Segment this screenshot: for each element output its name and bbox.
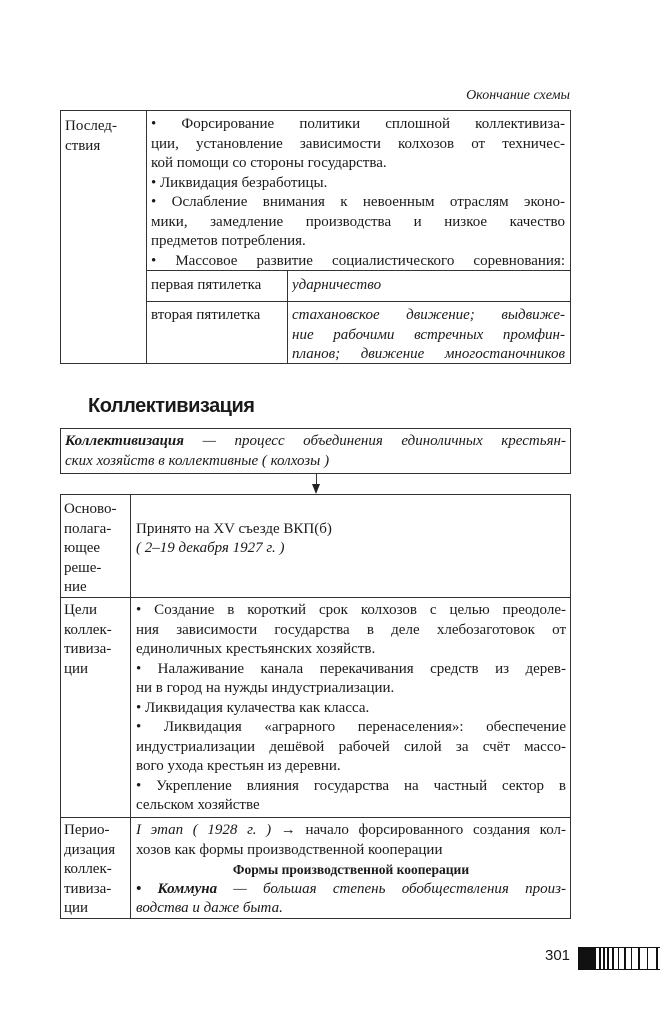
row-label-consequences (65, 117, 143, 156)
page-edge-bar (578, 947, 660, 970)
text-segment: ции, установление зависимости колхозов от техничес- (151, 135, 565, 152)
label-line: Перио- (64, 822, 110, 838)
text-line (136, 821, 566, 841)
definition-text (65, 432, 566, 471)
plan-name-text: вторая пятилетка (151, 307, 261, 323)
row-label (64, 821, 128, 919)
text-segment: • Ликвидация кулачества как класса. (136, 699, 370, 716)
text-line (136, 679, 566, 699)
text-line (292, 326, 565, 346)
text-line (151, 135, 565, 155)
text-segment: ( 2–19 декабря 1927 г. ) (136, 540, 285, 556)
text-segment: стахановское движение; выдвиже- (292, 307, 565, 323)
text-line (136, 796, 566, 816)
text-segment: индустриализации дешёвой рабочей силой за счёт массо- (136, 738, 566, 755)
bar-stripe (578, 948, 596, 969)
text-line (136, 621, 566, 641)
text-segment: ния зависимости государства в деле хлебозаготовок от (136, 621, 566, 638)
label-line: коллек- (64, 861, 112, 877)
text-line (136, 718, 566, 738)
label-line: ствия (65, 137, 101, 154)
text-segment: • Форсирование политики сплошной коллективиза- (151, 116, 565, 132)
text-line (136, 880, 566, 900)
bar-stripe (648, 948, 656, 969)
text-line (136, 841, 566, 861)
text-line (136, 660, 566, 680)
text-segment: — процесс объединения единоличных крестьян- (184, 433, 566, 449)
label-line: тивиза- (64, 641, 112, 657)
plan-name (151, 276, 283, 296)
text-line (151, 232, 565, 252)
plan-name-text: первая пятилетка (151, 277, 262, 293)
text-segment: • Укрепление влияния государства на частный сектор в (136, 777, 566, 794)
text-line (136, 860, 566, 880)
text-segment: мики, замедление производства и низкое качество (151, 213, 565, 230)
text-segment: • Массовое развитие социалистического соревнования: (151, 252, 565, 269)
text-line (151, 174, 565, 194)
text-segment: ударничество (292, 277, 382, 293)
text-line (151, 115, 565, 135)
text-line (292, 276, 565, 296)
text-line (136, 640, 566, 660)
divider (287, 270, 288, 364)
row-content (136, 821, 566, 919)
label-line: полага- (64, 520, 112, 537)
text-segment: предметов потребления. (151, 233, 306, 249)
text-segment: ских хозяйств в коллективные ( колхозы ) (65, 452, 330, 469)
divider (146, 110, 147, 364)
label-line: дизация (64, 841, 116, 858)
plan-value (292, 276, 565, 296)
section-title: Коллективизация (88, 395, 255, 417)
divider (146, 301, 571, 302)
text-segment: Принято на XV съезде ВКП(б) (136, 520, 332, 537)
text-segment: водства и даже быта. (136, 900, 283, 916)
consequences-text (151, 115, 565, 271)
text-line (151, 213, 565, 233)
text-line (292, 345, 565, 365)
plan-value (292, 306, 565, 365)
text-segment: кой помощи со стороны государства. (151, 155, 387, 171)
divider (130, 494, 131, 919)
bar-stripe (640, 948, 647, 969)
text-segment: единоличных крестьянских хозяйств. (136, 641, 376, 657)
text-segment: ние рабочими встречных промфин- (292, 326, 565, 343)
text-segment: • Ослабление внимания к невоенным отраслям эконо- (151, 194, 565, 210)
label-line: Осново- (64, 501, 117, 517)
text-line (136, 539, 566, 559)
text-segment: • Ликвидация «аграрного перенаселения»: обеспечение (136, 719, 566, 735)
text-segment: I этап ( 1928 г. ) (136, 822, 272, 838)
label-line: Цели (64, 602, 98, 618)
text-line (151, 193, 565, 213)
text-segment: планов; движение многостаночников (292, 346, 565, 362)
text-line (65, 452, 566, 472)
plan-name (151, 306, 283, 326)
label-line: тивиза- (64, 880, 112, 897)
row-content (136, 500, 566, 559)
text-line (136, 738, 566, 758)
text-segment: хозов как формы производственной кооперации (136, 841, 443, 858)
text-line (292, 306, 565, 326)
text-segment: → начало форсированного создания кол- (271, 822, 566, 838)
text-segment: Коллективизация (65, 433, 185, 449)
text-line (65, 432, 566, 452)
divider (60, 817, 571, 818)
text-segment: • Коммуна (136, 880, 218, 897)
text-segment: вого ухода крестьян из деревни. (136, 758, 341, 774)
text-segment: сельском хозяйстве (136, 797, 260, 813)
text-line (136, 699, 566, 719)
label-line: Послед- (65, 118, 117, 134)
label-line: ции (64, 900, 89, 916)
text-line (136, 601, 566, 621)
text-segment: ни в город на нужды индустриализации. (136, 680, 395, 696)
divider (60, 597, 571, 598)
text-line (136, 757, 566, 777)
label-line: реше- (64, 559, 102, 576)
text-segment: — большая степень обобществления произ- (217, 880, 566, 897)
bar-stripe (656, 948, 658, 969)
text-segment: • Налаживание канала перекачивания средств из дерев- (136, 660, 566, 677)
text-segment: • Создание в короткий срок колхозов с целью преодоле- (136, 602, 566, 618)
row-label (64, 500, 128, 598)
text-segment: Формы производственной кооперации (232, 862, 470, 877)
text-line (136, 899, 566, 919)
page-number: 301 (545, 947, 571, 964)
text-line (151, 154, 565, 174)
text-line (151, 252, 565, 272)
text-segment: • Ликвидация безработицы. (151, 174, 328, 191)
text-line (136, 520, 566, 540)
arrow-down-icon (312, 484, 320, 494)
text-line (136, 777, 566, 797)
label-line: ющее (64, 540, 101, 556)
row-label (64, 601, 128, 679)
label-line: коллек- (64, 621, 112, 638)
label-line: ние (64, 579, 87, 595)
continuation-note: Окончание схемы (466, 88, 570, 103)
label-line: ции (64, 660, 89, 677)
row-content (136, 601, 566, 816)
spacer (136, 500, 566, 520)
